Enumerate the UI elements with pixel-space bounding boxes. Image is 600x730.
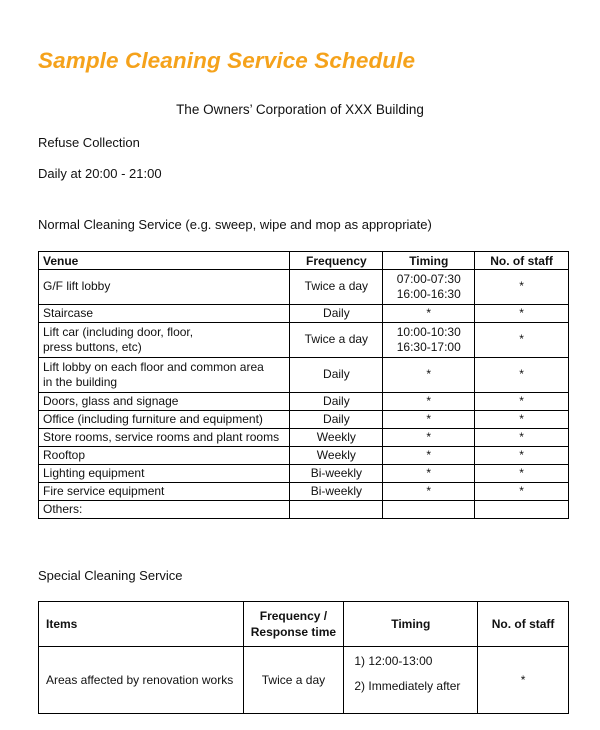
timing-cell-line: * bbox=[426, 465, 432, 480]
timing-cell bbox=[344, 647, 478, 714]
staff-cell: * bbox=[475, 465, 569, 483]
staff-cell: * bbox=[475, 483, 569, 501]
timing-cell bbox=[383, 393, 475, 411]
venue-cell-line: Lift lobby on each floor and common area bbox=[43, 359, 264, 374]
venue-cell-line: G/F lift lobby bbox=[43, 279, 111, 294]
venue-cell-line: Store rooms, service rooms and plant rooms bbox=[43, 429, 280, 444]
table-row bbox=[39, 393, 569, 411]
venue-cell bbox=[39, 270, 290, 305]
table-row bbox=[39, 411, 569, 429]
timing-cell bbox=[383, 447, 475, 465]
timing-cell bbox=[383, 429, 475, 447]
special-cleaning-table bbox=[38, 601, 569, 714]
staff-cell: * bbox=[475, 305, 569, 323]
venue-cell-line: Rooftop bbox=[43, 447, 86, 462]
column-header-items bbox=[39, 602, 244, 647]
frequency-cell: Daily bbox=[290, 358, 383, 393]
venue-cell-line: Doors, glass and signage bbox=[43, 393, 179, 408]
special-cleaning-rows bbox=[39, 647, 569, 714]
timing-cell-line: 10:00-10:30 bbox=[396, 324, 461, 339]
staff-cell: * bbox=[475, 323, 569, 358]
table-header-row bbox=[39, 602, 569, 647]
staff-cell: * bbox=[475, 358, 569, 393]
column-header-staff bbox=[478, 602, 569, 647]
timing-cell-line: * bbox=[426, 411, 432, 426]
venue-cell-line: in the building bbox=[43, 375, 118, 389]
staff-cell: * bbox=[475, 393, 569, 411]
timing-cell-line: 07:00-07:30 bbox=[396, 271, 461, 286]
column-header-staff-line: No. of staff bbox=[491, 617, 555, 631]
column-header-timing bbox=[344, 602, 478, 647]
timing-cell-line: 2) Immediately after bbox=[354, 679, 461, 693]
column-header-venue: Venue bbox=[39, 252, 290, 270]
venue-cell bbox=[39, 305, 290, 323]
venue-cell-line: Fire service equipment bbox=[43, 483, 165, 498]
timing-cell bbox=[383, 465, 475, 483]
staff-cell: * bbox=[475, 429, 569, 447]
table-header-row bbox=[39, 252, 569, 270]
venue-cell bbox=[39, 501, 290, 519]
venue-cell bbox=[39, 447, 290, 465]
venue-cell bbox=[39, 323, 290, 358]
frequency-cell: Twice a day bbox=[290, 270, 383, 305]
timing-cell-line: * bbox=[426, 305, 432, 320]
venue-cell bbox=[39, 411, 290, 429]
column-header-timing-line: Timing bbox=[391, 617, 431, 631]
frequency-cell: Twice a day bbox=[243, 647, 344, 714]
column-header-staff: No. of staff bbox=[475, 252, 569, 270]
column-header-items-line: Items bbox=[46, 617, 78, 631]
frequency-cell: Bi-weekly bbox=[290, 483, 383, 501]
timing-cell-line: 16:00-16:30 bbox=[396, 287, 461, 301]
item-cell: Areas affected by renovation works bbox=[39, 647, 244, 714]
table-row bbox=[39, 447, 569, 465]
venue-cell-line: press buttons, etc) bbox=[43, 340, 142, 354]
frequency-cell: Weekly bbox=[290, 447, 383, 465]
timing-cell bbox=[383, 501, 475, 519]
normal-cleaning-rows bbox=[39, 270, 569, 519]
venue-cell-line: Lift car (including door, floor, bbox=[43, 324, 194, 339]
table-row bbox=[39, 270, 569, 305]
timing-cell-line: * bbox=[426, 483, 432, 498]
timing-cell-line: 16:30-17:00 bbox=[396, 340, 461, 354]
refuse-heading: Refuse Collection bbox=[38, 135, 140, 150]
venue-cell bbox=[39, 358, 290, 393]
timing-cell-line: 1) 12:00-13:00 bbox=[354, 654, 433, 668]
table-row bbox=[39, 429, 569, 447]
refuse-schedule: Daily at 20:00 - 21:00 bbox=[38, 166, 162, 181]
table-row bbox=[39, 358, 569, 393]
table-row bbox=[39, 323, 569, 358]
staff-cell bbox=[475, 501, 569, 519]
column-header-frequency bbox=[243, 602, 344, 647]
table-row bbox=[39, 647, 569, 714]
table-row bbox=[39, 305, 569, 323]
timing-cell bbox=[383, 323, 475, 358]
timing-cell bbox=[383, 483, 475, 501]
staff-cell: * bbox=[475, 270, 569, 305]
frequency-cell: Daily bbox=[290, 305, 383, 323]
timing-cell-line: * bbox=[426, 429, 432, 444]
column-header-timing: Timing bbox=[383, 252, 475, 270]
frequency-cell: Bi-weekly bbox=[290, 465, 383, 483]
frequency-cell: Daily bbox=[290, 411, 383, 429]
frequency-cell: Daily bbox=[290, 393, 383, 411]
normal-cleaning-table bbox=[38, 251, 569, 519]
staff-cell: * bbox=[475, 411, 569, 429]
timing-cell bbox=[383, 270, 475, 305]
venue-cell bbox=[39, 465, 290, 483]
column-header-frequency: Frequency bbox=[290, 252, 383, 270]
normal-cleaning-heading: Normal Cleaning Service (e.g. sweep, wipe and mop as appropriate) bbox=[38, 217, 432, 232]
venue-cell bbox=[39, 483, 290, 501]
staff-cell: * bbox=[478, 647, 569, 714]
column-header-frequency-line: Response time bbox=[250, 625, 337, 639]
table-row bbox=[39, 501, 569, 519]
timing-cell bbox=[383, 358, 475, 393]
venue-cell bbox=[39, 393, 290, 411]
organization-name: The Owners’ Corporation of XXX Building bbox=[176, 102, 424, 117]
timing-cell-line: * bbox=[426, 367, 432, 382]
staff-cell: * bbox=[475, 447, 569, 465]
venue-cell-line: Others: bbox=[43, 501, 83, 516]
frequency-cell: Weekly bbox=[290, 429, 383, 447]
table-row bbox=[39, 483, 569, 501]
timing-cell bbox=[383, 411, 475, 429]
venue-cell bbox=[39, 429, 290, 447]
venue-cell-line: Lighting equipment bbox=[43, 465, 145, 480]
timing-cell bbox=[383, 305, 475, 323]
venue-cell-line: Staircase bbox=[43, 305, 94, 320]
column-header-frequency-line: Frequency / bbox=[259, 609, 328, 623]
frequency-cell bbox=[290, 501, 383, 519]
timing-cell-line: * bbox=[426, 447, 432, 462]
special-cleaning-heading: Special Cleaning Service bbox=[38, 568, 183, 583]
venue-cell-line: Office (including furniture and equipment) bbox=[43, 411, 263, 426]
document-title: Sample Cleaning Service Schedule bbox=[38, 48, 416, 73]
timing-cell-line: * bbox=[426, 393, 432, 408]
table-row bbox=[39, 465, 569, 483]
frequency-cell: Twice a day bbox=[290, 323, 383, 358]
